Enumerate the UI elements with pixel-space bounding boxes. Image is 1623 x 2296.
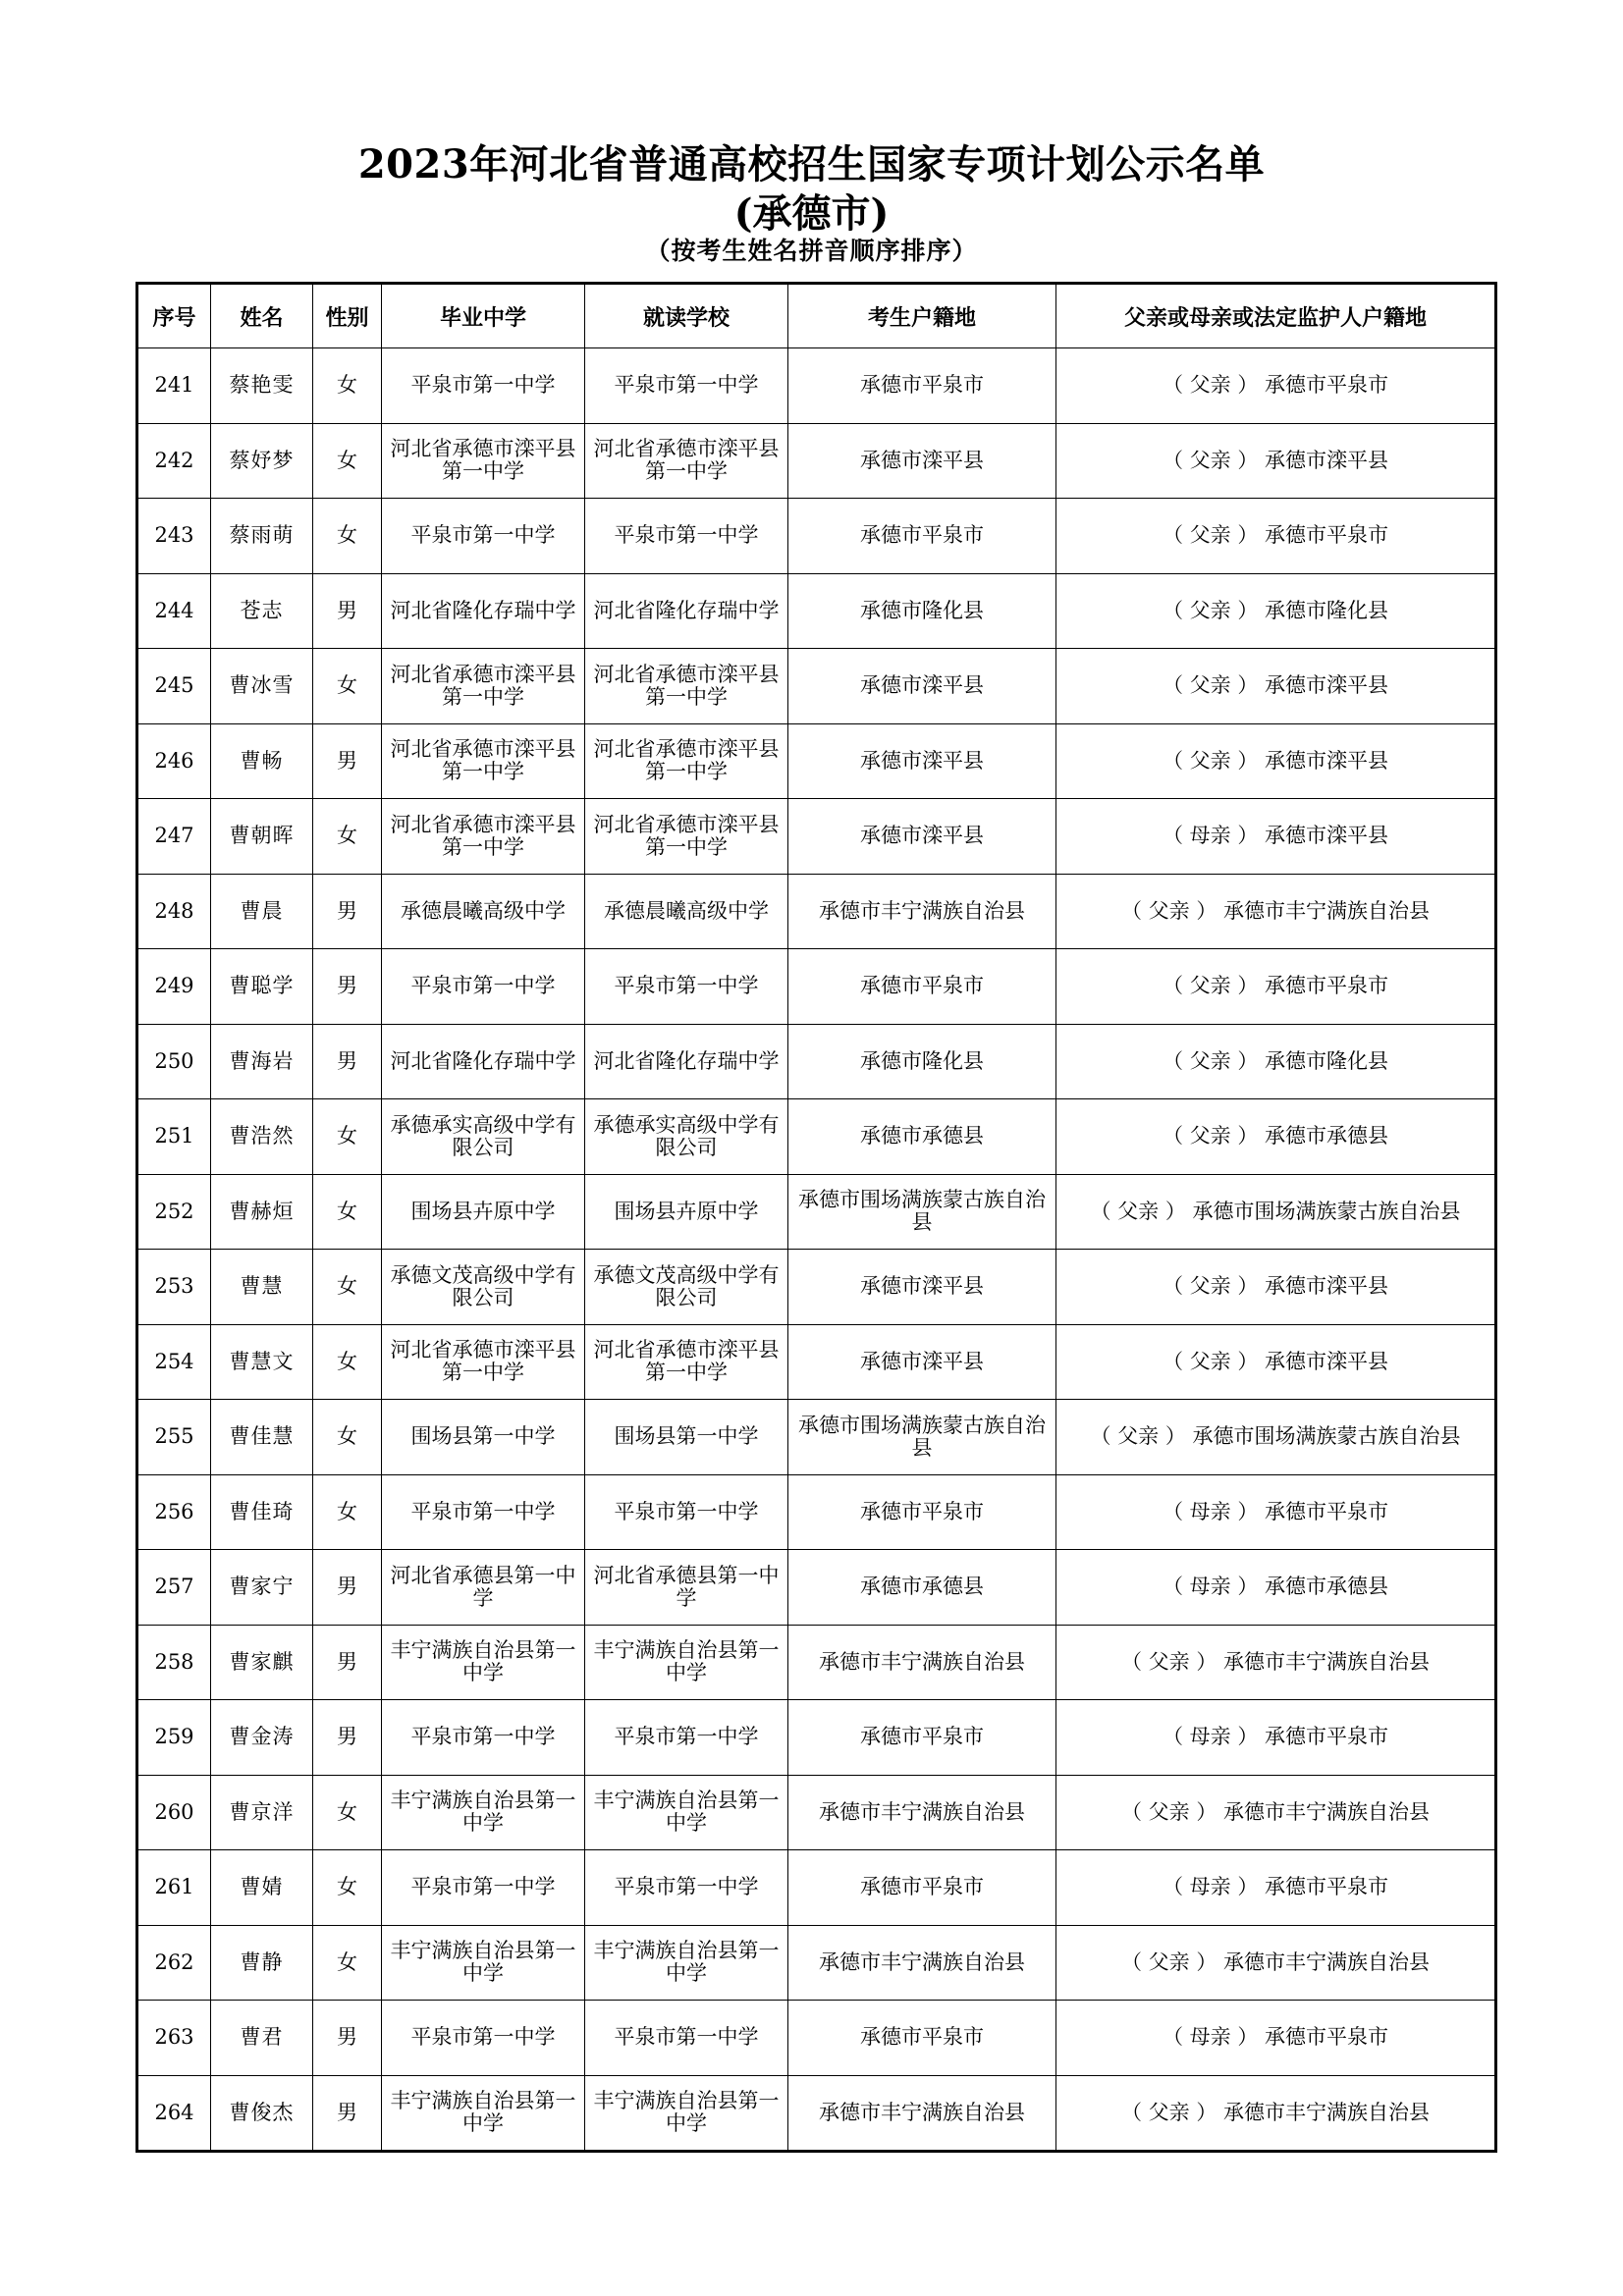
table-row [137,1324,1496,1400]
cell-guardian-residence: （ 父亲 ） 承德市围场满族蒙古族自治县 [1056,1400,1496,1475]
table-row [137,1250,1496,1325]
cell-current-school: 平泉市第一中学 [585,2001,788,2076]
cell-index: 262 [137,1925,211,2001]
cell-graduated-school: 丰宁满族自治县第一中学 [382,1625,585,1700]
cell-current-school: 承德承实高级中学有限公司 [585,1099,788,1175]
cell-guardian-residence: （ 母亲 ） 承德市平泉市 [1056,1850,1496,1926]
table-row [137,1099,1496,1175]
cell-guardian-residence: （ 父亲 ） 承德市隆化县 [1056,573,1496,649]
cell-graduated-school: 河北省隆化存瑞中学 [382,573,585,649]
cell-index: 254 [137,1324,211,1400]
cell-current-school: 河北省隆化存瑞中学 [585,573,788,649]
cell-index: 258 [137,1625,211,1700]
cell-gender: 男 [313,949,382,1025]
roster-table [135,282,1497,2153]
table-row [137,1850,1496,1926]
cell-graduated-school: 承德晨曦高级中学 [382,874,585,949]
cell-graduated-school: 河北省承德市滦平县第一中学 [382,649,585,724]
cell-student-residence: 承德市平泉市 [788,2001,1056,2076]
cell-gender: 男 [313,2001,382,2076]
cell-index: 241 [137,348,211,424]
table-row [137,1775,1496,1850]
cell-index: 246 [137,723,211,799]
cell-guardian-residence: （ 父亲 ） 承德市平泉市 [1056,348,1496,424]
cell-graduated-school: 平泉市第一中学 [382,499,585,574]
cell-guardian-residence: （ 父亲 ） 承德市平泉市 [1056,949,1496,1025]
cell-student-residence: 承德市平泉市 [788,1850,1056,1926]
cell-current-school: 丰宁满族自治县第一中学 [585,1625,788,1700]
cell-index: 247 [137,799,211,875]
cell-index: 248 [137,874,211,949]
cell-graduated-school: 围场县第一中学 [382,1400,585,1475]
table-row [137,799,1496,875]
cell-student-residence: 承德市滦平县 [788,423,1056,499]
table-row [137,1625,1496,1700]
table-header-row [137,284,1496,348]
cell-current-school: 河北省承德市滦平县第一中学 [585,723,788,799]
cell-name: 曹金涛 [211,1700,313,1776]
cell-gender: 女 [313,348,382,424]
cell-guardian-residence: （ 父亲 ） 承德市丰宁满族自治县 [1056,1775,1496,1850]
cell-name: 曹浩然 [211,1099,313,1175]
cell-name: 曹朝晖 [211,799,313,875]
cell-index: 263 [137,2001,211,2076]
cell-gender: 男 [313,723,382,799]
cell-current-school: 平泉市第一中学 [585,348,788,424]
cell-index: 252 [137,1174,211,1250]
cell-name: 蔡艳雯 [211,348,313,424]
cell-guardian-residence: （ 父亲 ） 承德市围场满族蒙古族自治县 [1056,1174,1496,1250]
cell-guardian-residence: （ 母亲 ） 承德市平泉市 [1056,1700,1496,1776]
cell-gender: 女 [313,649,382,724]
cell-graduated-school: 丰宁满族自治县第一中学 [382,2075,585,2152]
cell-name: 蔡雨萌 [211,499,313,574]
cell-name: 曹俊杰 [211,2075,313,2152]
page-title: 2023年河北省普通高校招生国家专项计划公示名单 [357,141,1266,187]
cell-student-residence: 承德市丰宁满族自治县 [788,2075,1056,2152]
cell-index: 249 [137,949,211,1025]
header-guardian-residence: 父亲或母亲或法定监护人户籍地 [1056,284,1496,348]
cell-graduated-school: 承德文茂高级中学有限公司 [382,1250,585,1325]
cell-gender: 女 [313,1324,382,1400]
cell-guardian-residence: （ 父亲 ） 承德市滦平县 [1056,649,1496,724]
cell-student-residence: 承德市隆化县 [788,1024,1056,1099]
cell-name: 曹赫烜 [211,1174,313,1250]
cell-name: 曹海岩 [211,1024,313,1099]
table-row [137,348,1496,424]
cell-current-school: 丰宁满族自治县第一中学 [585,1775,788,1850]
cell-graduated-school: 河北省承德县第一中学 [382,1550,585,1626]
cell-student-residence: 承德市滦平县 [788,799,1056,875]
cell-gender: 男 [313,2075,382,2152]
cell-index: 244 [137,573,211,649]
cell-gender: 女 [313,1850,382,1926]
cell-gender: 女 [313,423,382,499]
table-row [137,1024,1496,1099]
cell-current-school: 丰宁满族自治县第一中学 [585,2075,788,2152]
cell-guardian-residence: （ 父亲 ） 承德市丰宁满族自治县 [1056,874,1496,949]
cell-index: 260 [137,1775,211,1850]
cell-gender: 男 [313,1625,382,1700]
cell-guardian-residence: （ 父亲 ） 承德市平泉市 [1056,499,1496,574]
cell-guardian-residence: （ 父亲 ） 承德市承德县 [1056,1099,1496,1175]
table-row [137,1550,1496,1626]
cell-gender: 男 [313,874,382,949]
cell-graduated-school: 承德承实高级中学有限公司 [382,1099,585,1175]
cell-guardian-residence: （ 母亲 ） 承德市滦平县 [1056,799,1496,875]
header-current-school: 就读学校 [585,284,788,348]
cell-gender: 男 [313,573,382,649]
table-row [137,649,1496,724]
cell-name: 曹家宁 [211,1550,313,1626]
table-row [137,874,1496,949]
cell-name: 曹静 [211,1925,313,2001]
cell-index: 245 [137,649,211,724]
cell-graduated-school: 平泉市第一中学 [382,2001,585,2076]
cell-index: 257 [137,1550,211,1626]
cell-student-residence: 承德市滦平县 [788,1250,1056,1325]
cell-name: 曹慧 [211,1250,313,1325]
cell-gender: 男 [313,1550,382,1626]
cell-graduated-school: 平泉市第一中学 [382,1850,585,1926]
cell-gender: 女 [313,1250,382,1325]
cell-current-school: 河北省承德市滦平县第一中学 [585,423,788,499]
cell-current-school: 丰宁满族自治县第一中学 [585,1925,788,2001]
cell-graduated-school: 平泉市第一中学 [382,1700,585,1776]
cell-current-school: 承德晨曦高级中学 [585,874,788,949]
cell-name: 曹晨 [211,874,313,949]
cell-student-residence: 承德市平泉市 [788,949,1056,1025]
cell-gender: 男 [313,1024,382,1099]
cell-name: 曹畅 [211,723,313,799]
cell-name: 曹慧文 [211,1324,313,1400]
cell-index: 256 [137,1474,211,1550]
table-row [137,1174,1496,1250]
table-row [137,2075,1496,2152]
table-row [137,723,1496,799]
table-row [137,573,1496,649]
cell-current-school: 河北省隆化存瑞中学 [585,1024,788,1099]
cell-gender: 女 [313,799,382,875]
cell-guardian-residence: （ 父亲 ） 承德市滦平县 [1056,1324,1496,1400]
sort-note: （按考生姓名拼音顺序排序） [645,237,978,265]
cell-guardian-residence: （ 母亲 ） 承德市承德县 [1056,1550,1496,1626]
cell-index: 264 [137,2075,211,2152]
cell-current-school: 河北省承德市滦平县第一中学 [585,799,788,875]
cell-student-residence: 承德市承德县 [788,1099,1056,1175]
table-row [137,1400,1496,1475]
table-row [137,499,1496,574]
cell-student-residence: 承德市围场满族蒙古族自治县 [788,1400,1056,1475]
cell-gender: 男 [313,1700,382,1776]
cell-graduated-school: 丰宁满族自治县第一中学 [382,1775,585,1850]
cell-name: 蔡妤梦 [211,423,313,499]
cell-graduated-school: 河北省隆化存瑞中学 [382,1024,585,1099]
cell-guardian-residence: （ 父亲 ） 承德市丰宁满族自治县 [1056,1625,1496,1700]
cell-current-school: 平泉市第一中学 [585,1850,788,1926]
cell-current-school: 平泉市第一中学 [585,949,788,1025]
header-gender: 性别 [313,284,382,348]
cell-gender: 女 [313,1775,382,1850]
table-row [137,1925,1496,2001]
cell-name: 曹佳琦 [211,1474,313,1550]
cell-name: 苍志 [211,573,313,649]
cell-index: 250 [137,1024,211,1099]
table-row [137,1474,1496,1550]
cell-index: 251 [137,1099,211,1175]
cell-graduated-school: 平泉市第一中学 [382,949,585,1025]
cell-index: 259 [137,1700,211,1776]
cell-current-school: 围场县卉原中学 [585,1174,788,1250]
cell-student-residence: 承德市平泉市 [788,1700,1056,1776]
cell-current-school: 平泉市第一中学 [585,499,788,574]
cell-student-residence: 承德市平泉市 [788,348,1056,424]
cell-student-residence: 承德市滦平县 [788,649,1056,724]
cell-name: 曹冰雪 [211,649,313,724]
cell-graduated-school: 河北省承德市滦平县第一中学 [382,723,585,799]
cell-student-residence: 承德市承德县 [788,1550,1056,1626]
cell-guardian-residence: （ 父亲 ） 承德市滦平县 [1056,723,1496,799]
cell-current-school: 平泉市第一中学 [585,1474,788,1550]
cell-student-residence: 承德市丰宁满族自治县 [788,874,1056,949]
cell-graduated-school: 围场县卉原中学 [382,1174,585,1250]
cell-student-residence: 承德市围场满族蒙古族自治县 [788,1174,1056,1250]
cell-gender: 女 [313,1099,382,1175]
table-row [137,423,1496,499]
cell-student-residence: 承德市滦平县 [788,723,1056,799]
cell-student-residence: 承德市丰宁满族自治县 [788,1775,1056,1850]
cell-student-residence: 承德市平泉市 [788,1474,1056,1550]
cell-guardian-residence: （ 母亲 ） 承德市平泉市 [1056,1474,1496,1550]
cell-graduated-school: 丰宁满族自治县第一中学 [382,1925,585,2001]
page-subtitle: (承德市) [733,190,890,237]
cell-name: 曹佳慧 [211,1400,313,1475]
cell-current-school: 河北省承德市滦平县第一中学 [585,649,788,724]
cell-guardian-residence: （ 父亲 ） 承德市丰宁满族自治县 [1056,1925,1496,2001]
cell-name: 曹聪学 [211,949,313,1025]
cell-student-residence: 承德市丰宁满族自治县 [788,1625,1056,1700]
cell-name: 曹京洋 [211,1775,313,1850]
cell-index: 261 [137,1850,211,1926]
cell-guardian-residence: （ 母亲 ） 承德市平泉市 [1056,2001,1496,2076]
cell-current-school: 河北省承德县第一中学 [585,1550,788,1626]
cell-guardian-residence: （ 父亲 ） 承德市滦平县 [1056,423,1496,499]
cell-student-residence: 承德市平泉市 [788,499,1056,574]
cell-gender: 女 [313,1400,382,1475]
cell-current-school: 承德文茂高级中学有限公司 [585,1250,788,1325]
cell-current-school: 河北省承德市滦平县第一中学 [585,1324,788,1400]
cell-index: 255 [137,1400,211,1475]
cell-gender: 女 [313,1474,382,1550]
cell-guardian-residence: （ 父亲 ） 承德市隆化县 [1056,1024,1496,1099]
header-name: 姓名 [211,284,313,348]
cell-name: 曹君 [211,2001,313,2076]
cell-name: 曹家麒 [211,1625,313,1700]
cell-index: 253 [137,1250,211,1325]
cell-gender: 女 [313,499,382,574]
cell-index: 242 [137,423,211,499]
cell-current-school: 围场县第一中学 [585,1400,788,1475]
cell-graduated-school: 平泉市第一中学 [382,1474,585,1550]
cell-current-school: 平泉市第一中学 [585,1700,788,1776]
cell-graduated-school: 河北省承德市滦平县第一中学 [382,1324,585,1400]
cell-graduated-school: 河北省承德市滦平县第一中学 [382,423,585,499]
cell-gender: 女 [313,1174,382,1250]
header-student-residence: 考生户籍地 [788,284,1056,348]
table-row [137,949,1496,1025]
table-row [137,2001,1496,2076]
cell-guardian-residence: （ 父亲 ） 承德市丰宁满族自治县 [1056,2075,1496,2152]
cell-index: 243 [137,499,211,574]
cell-student-residence: 承德市丰宁满族自治县 [788,1925,1056,2001]
cell-guardian-residence: （ 父亲 ） 承德市滦平县 [1056,1250,1496,1325]
header-graduated-school: 毕业中学 [382,284,585,348]
header-index: 序号 [137,284,211,348]
cell-graduated-school: 平泉市第一中学 [382,348,585,424]
table-row [137,1700,1496,1776]
table-body [137,348,1496,2152]
cell-graduated-school: 河北省承德市滦平县第一中学 [382,799,585,875]
cell-student-residence: 承德市隆化县 [788,573,1056,649]
cell-name: 曹婧 [211,1850,313,1926]
cell-gender: 女 [313,1925,382,2001]
cell-student-residence: 承德市滦平县 [788,1324,1056,1400]
